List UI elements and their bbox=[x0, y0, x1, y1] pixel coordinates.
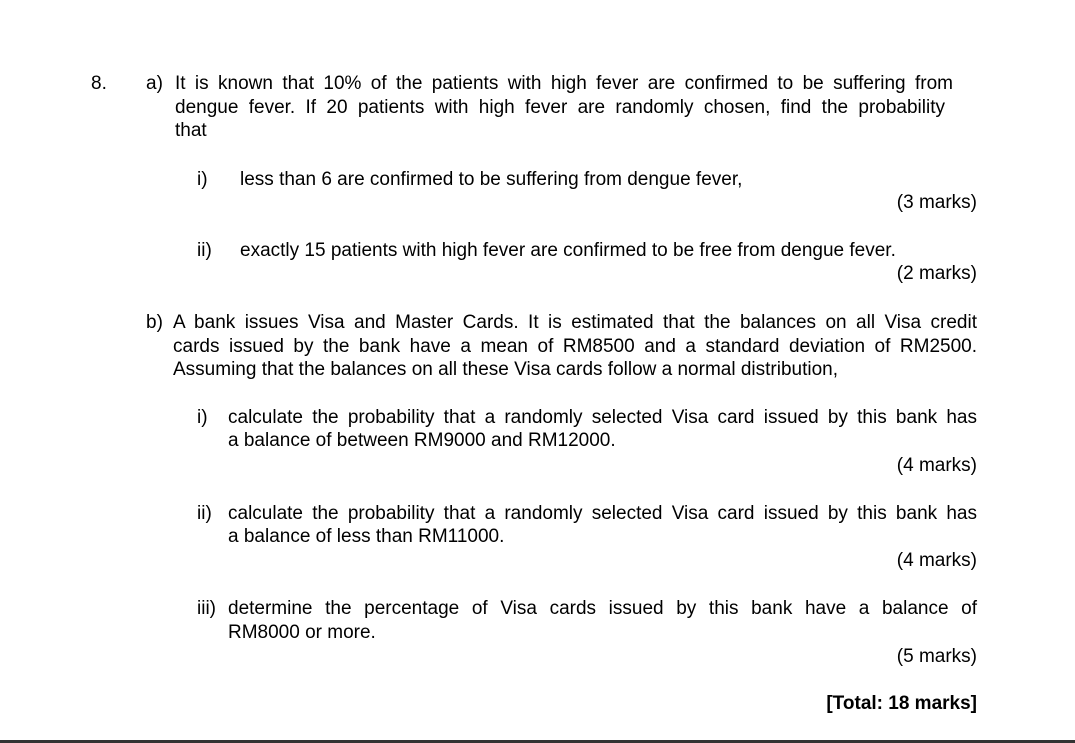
total-marks: [Total: 18 marks] bbox=[826, 693, 977, 714]
part-a-text-line: It is known that 10% of the patients with high fever are confirmed to be suffering from bbox=[175, 73, 953, 94]
part-b-ii-label: ii) bbox=[197, 503, 212, 524]
part-a-ii-text: exactly 15 patients with high fever are confirmed to be free from dengue fever. bbox=[240, 240, 896, 261]
question-number: 8. bbox=[91, 73, 107, 94]
part-a-text-line: dengue fever. If 20 patients with high fever are randomly chosen, find the probability bbox=[175, 97, 945, 118]
part-b-i-text: a balance of between RM9000 and RM12000. bbox=[228, 430, 616, 451]
part-b-text-line: A bank issues Visa and Master Cards. It is estimated that the balances on all Visa credit bbox=[173, 312, 977, 333]
part-b-label: b) bbox=[146, 312, 163, 333]
part-b-ii-text: a balance of less than RM11000. bbox=[228, 526, 505, 547]
part-b-i-label: i) bbox=[197, 407, 208, 428]
part-a-ii-label: ii) bbox=[197, 240, 212, 261]
marks-label: (4 marks) bbox=[896, 550, 977, 571]
part-a-i-text: less than 6 are confirmed to be suffering from dengue fever, bbox=[240, 169, 743, 190]
part-b-iii-text: RM8000 or more. bbox=[228, 622, 376, 643]
marks-label: (3 marks) bbox=[896, 192, 977, 213]
marks-label: (4 marks) bbox=[896, 455, 977, 476]
part-a-label: a) bbox=[146, 73, 163, 94]
part-b-i-text: calculate the probability that a randomly selected Visa card issued by this bank has bbox=[228, 407, 977, 428]
part-b-iii-text: determine the percentage of Visa cards issued by this bank have a balance of bbox=[228, 598, 977, 619]
marks-label: (2 marks) bbox=[896, 263, 977, 284]
part-b-ii-text: calculate the probability that a randomly selected Visa card issued by this bank has bbox=[228, 503, 977, 524]
part-b-iii-label: iii) bbox=[197, 598, 216, 619]
part-a-i-label: i) bbox=[197, 169, 208, 190]
part-a-text-line: that bbox=[175, 120, 207, 141]
marks-label: (5 marks) bbox=[896, 646, 977, 667]
part-b-text-line: cards issued by the bank have a mean of RM8500 and a standard deviation of RM2500. bbox=[173, 336, 977, 357]
part-b-text-line: Assuming that the balances on all these Visa cards follow a normal distribution, bbox=[173, 359, 839, 380]
